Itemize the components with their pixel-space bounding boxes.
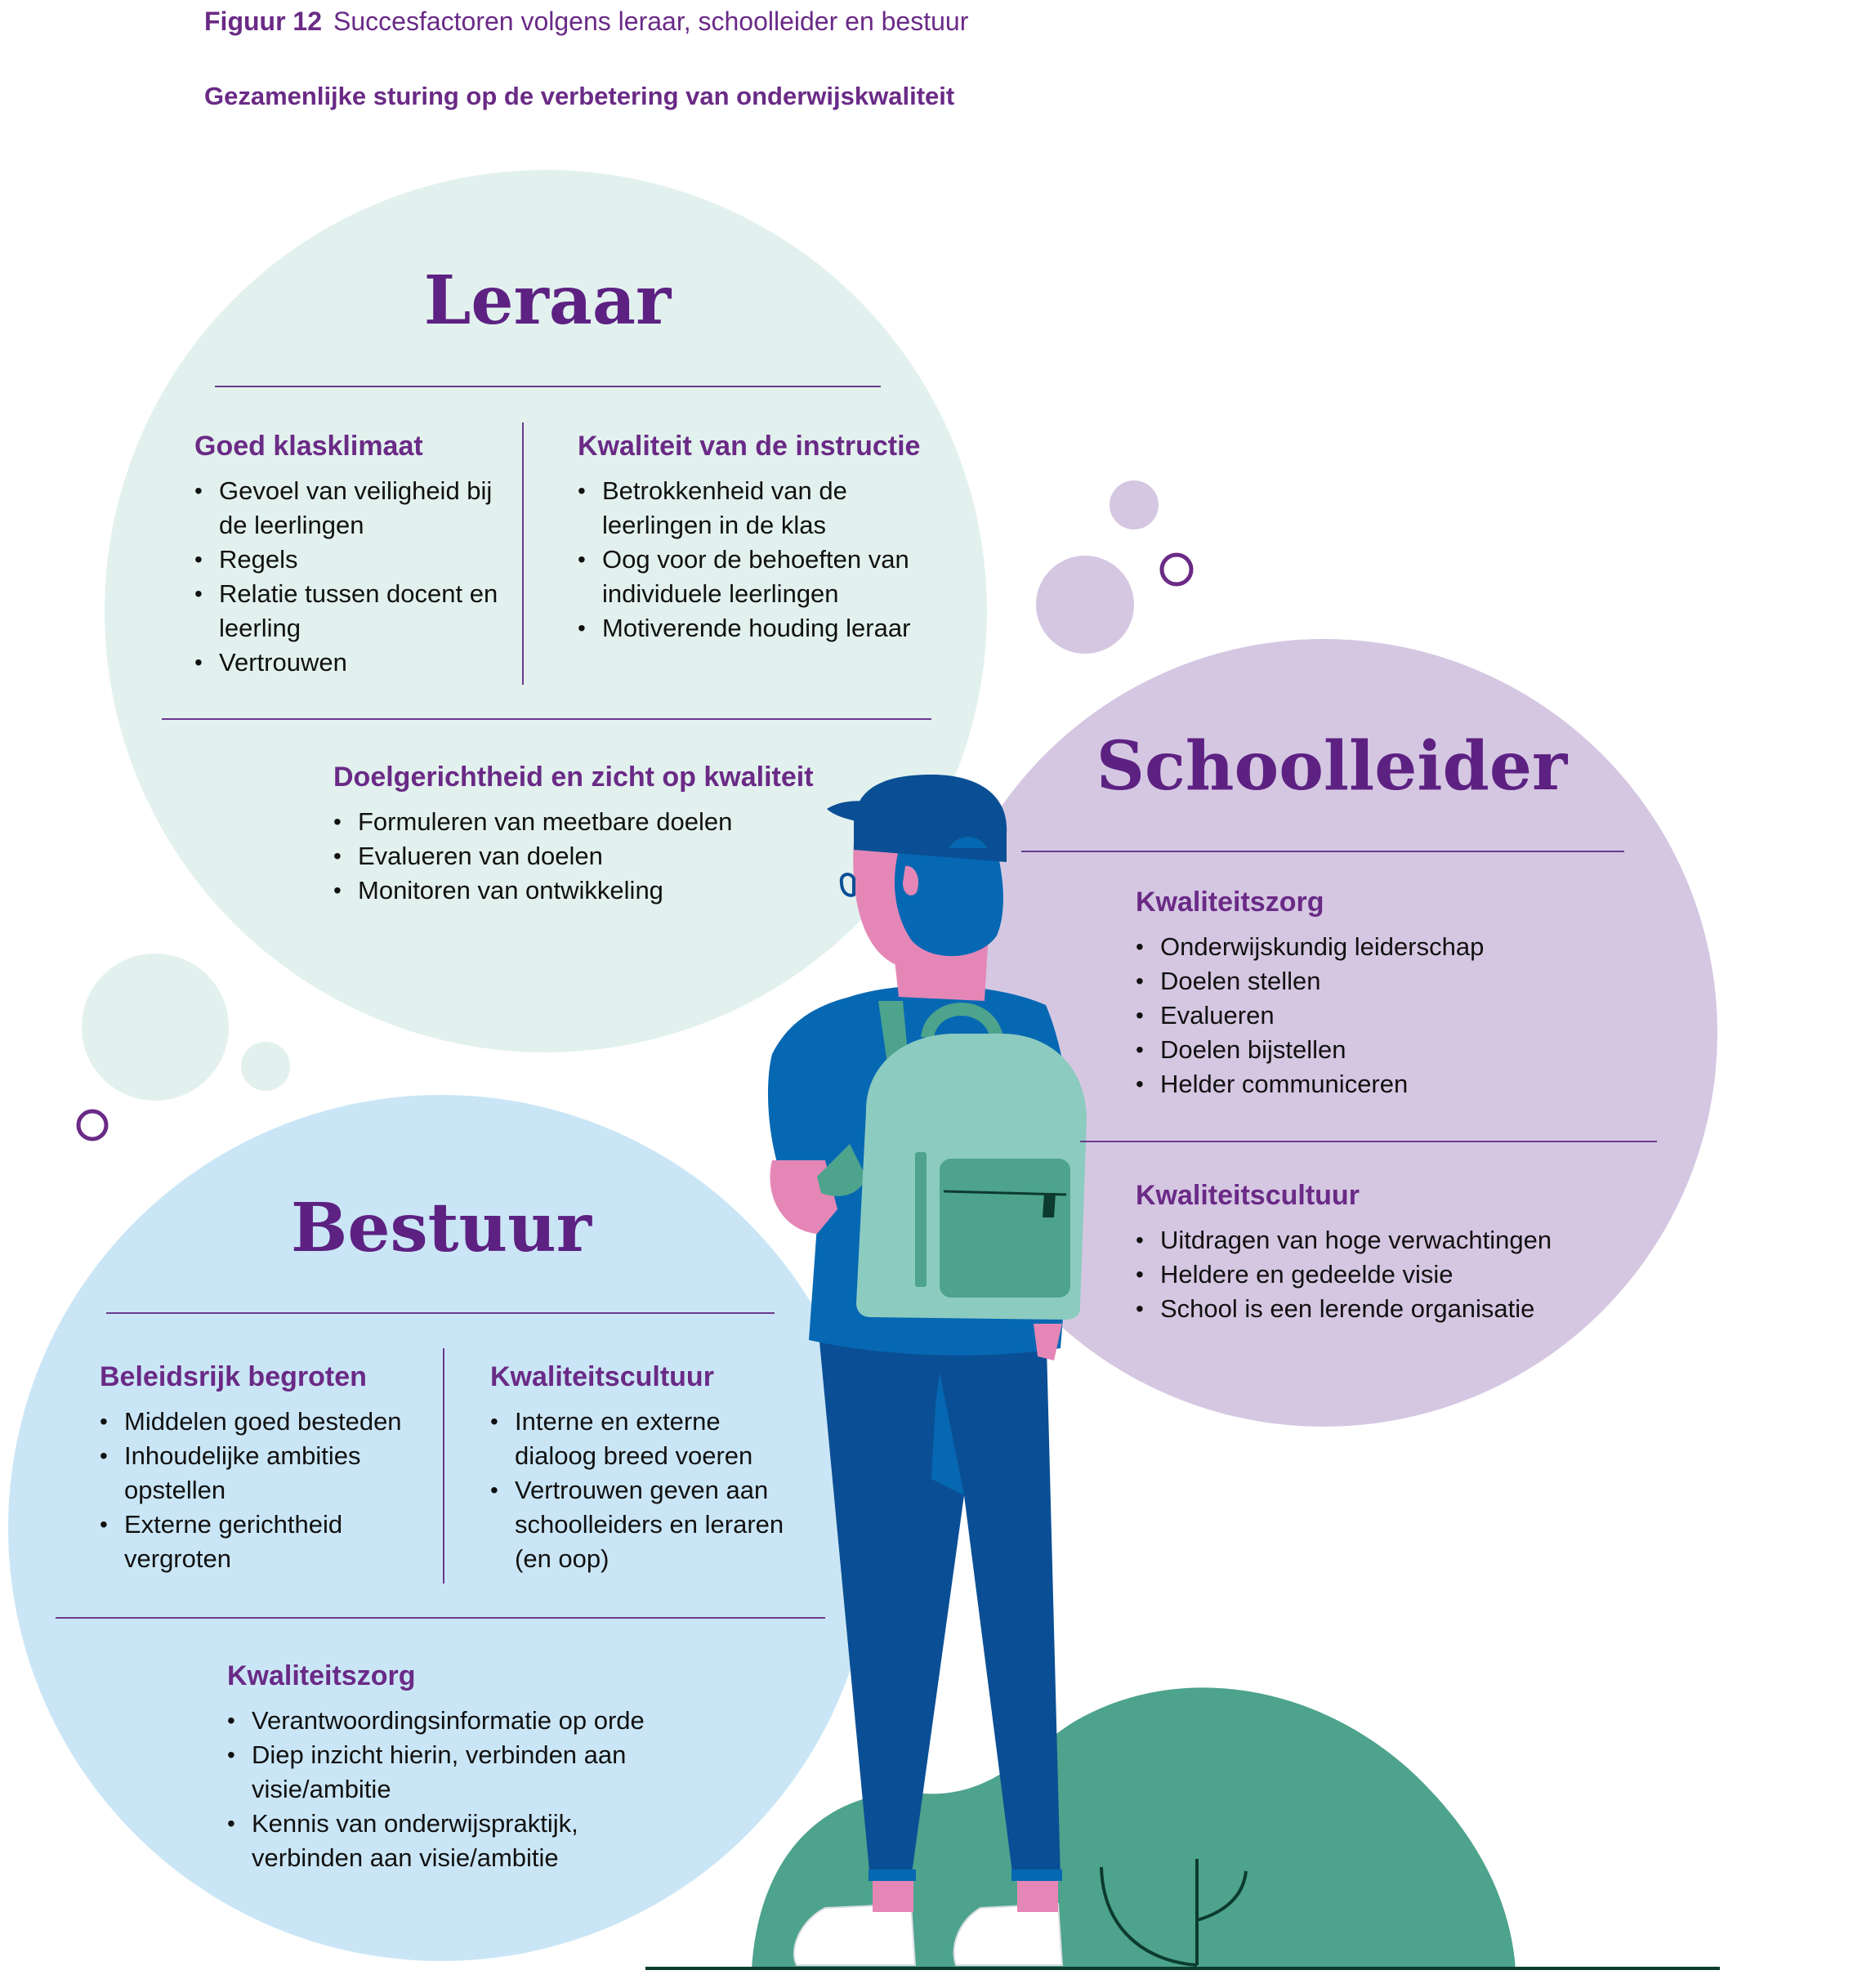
list-item: • Inhoudelijke ambities opstellen [100,1439,426,1508]
bullet-list [1136,930,1593,1101]
list-item: • Externe gerichtheid vergroten [100,1508,426,1576]
bullet-list [1136,1223,1626,1326]
list-item: • Vertrouwen geven aan schoolleiders en leraren (en oop) [490,1473,793,1576]
bullet-list [100,1405,426,1576]
bestuur-section-begroten [100,1361,426,1576]
leraar-title: Leraar [423,261,672,340]
right-hand [1034,1324,1062,1360]
section-heading: Kwaliteit van de instructie [578,431,921,462]
section-heading: Beleidsrijk begroten [100,1361,367,1392]
bestuur-title: Bestuur [291,1189,592,1267]
figure-title: Succesfactoren volgens leraar, schoolleider en bestuur [333,7,969,36]
thought-bubble-tiny [241,1042,290,1091]
list-item: • Gevoel van veiligheid bij de leerlingen [194,474,505,543]
bestuur-section-kwaliteitszorg [227,1660,685,1875]
list-item: • Oog voor de behoeften van individuele leerlingen [578,543,921,611]
section-heading: Doelgerichtheid en zicht op kwaliteit [333,762,814,793]
list-item: • Heldere en gedeelde visie [1136,1258,1626,1292]
list-item: • Doelen stellen [1136,964,1593,998]
left-cuff [869,1870,916,1881]
list-item: • Evalueren [1136,998,1593,1033]
section-heading: Kwaliteitscultuur [490,1361,714,1392]
list-item: • Verantwoordingsinformatie op orde [227,1704,685,1738]
list-item: • Doelen bijstellen [1136,1033,1593,1067]
thought-ring-icon [78,1111,106,1139]
list-item: • Helder communiceren [1136,1067,1593,1101]
right-cuff [1011,1870,1062,1881]
list-item: • Uitdragen van hoge verwachtingen [1136,1223,1626,1258]
bullet-list [227,1704,685,1875]
bullet-list [333,805,824,908]
bullet-list [578,474,921,646]
schoolleider-section-kwaliteitscultuur [1136,1180,1626,1326]
schoolleider-title: Schoolleider [1096,727,1568,806]
backpack-side-strip [915,1152,927,1287]
thought-bubble-small [1110,480,1159,529]
leraar-section-doelgerichtheid [333,762,824,908]
thought-bubble-medium [1036,556,1134,654]
section-heading: Kwaliteitszorg [1136,887,1324,918]
leraar-section-instructie [578,431,921,646]
bullet-list [490,1405,793,1576]
figure-subtitle: Gezamenlijke sturing op de verbetering van onderwijskwaliteit [204,82,955,110]
list-item: • Relatie tussen docent en leerling [194,577,505,646]
list-item: • Interne en externe dialoog breed voeren [490,1405,793,1473]
section-heading: Kwaliteitszorg [227,1660,416,1691]
list-item: • Monitoren van ontwikkeling [333,873,824,908]
thought-ring-icon [1162,555,1191,584]
list-item: • Vertrouwen [194,646,505,680]
leraar-section-klasklimaat [194,431,505,680]
section-heading: Goed klasklimaat [194,431,423,462]
zipper-pull [1043,1193,1056,1217]
backpack-pocket [940,1159,1070,1298]
list-item: • Formuleren van meetbare doelen [333,805,824,839]
list-item: • Diep inzicht hierin, verbinden aan visie/ambitie [227,1738,685,1807]
thought-bubble-large [82,954,229,1101]
list-item: • Motiverende houding leraar [578,611,921,646]
list-item: • Onderwijskundig leiderschap [1136,930,1593,964]
list-item: • Regels [194,543,505,577]
figure-caption [204,7,968,37]
bestuur-section-kwaliteitscultuur [490,1361,793,1576]
section-heading: Kwaliteitscultuur [1136,1180,1360,1211]
schoolleider-section-kwaliteitszorg [1136,887,1593,1101]
list-item: • Betrokkenheid van de leerlingen in de klas [578,474,921,543]
list-item: • Middelen goed besteden [100,1405,426,1439]
bullet-list [194,474,505,680]
list-item: • School is een lerende organisatie [1136,1292,1626,1326]
list-item: • Evalueren van doelen [333,839,824,873]
list-item: • Kennis van onderwijspraktijk, verbinden aan visie/ambitie [227,1807,685,1875]
figure-number: Figuur 12 [204,7,323,36]
